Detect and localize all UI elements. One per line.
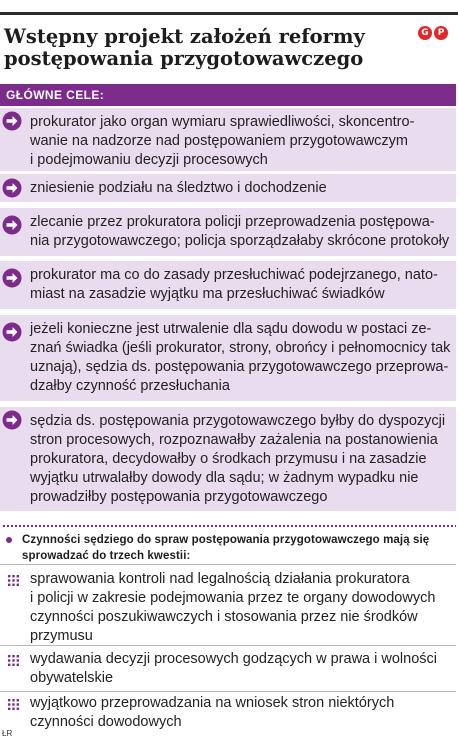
goal-line: zlecanie przez prokuratora policji przeprowadzenia postępowa- [30,214,435,230]
dot-grid-icon [8,573,19,584]
author-credit: ŁR [2,729,13,738]
task-item [8,694,454,732]
tasks-heading [6,532,452,564]
arrow-right-circle-icon [2,322,22,342]
arrow-right-circle-icon [2,178,22,198]
arrow-right-circle-icon [2,410,22,430]
task-item [8,570,454,646]
goal-line: sędzia ds. postępowania przygotowawczego byłby do dyspozycji [30,413,446,429]
goals-header: GŁÓWNE CELE: [0,84,456,106]
goal-line: znań świadka (jeśli prokurator, strony, obrońcy i pełnomocnicy tak [30,340,451,356]
dot-grid-icon [8,653,19,664]
task-line: czynności dowodowych [30,714,182,730]
task-line: wyjątkowo przeprowadzania na wniosek stron niektórych [30,695,395,711]
tasks-heading-line: sprowadzać do trzech kwestii: [22,550,191,562]
task-line: czynności poszukiwawczych i stosowania przez nie środków [30,609,418,625]
dot-grid-icon [8,697,19,708]
goal-line: stron procesowych, rozpoznawałby zażalenia na postanowienia [30,432,438,448]
arrow-right-circle-icon [2,215,22,235]
goal-line: dzałby czynność przesłuchania [30,378,230,394]
task-line: sprawowania kontroli nad legalnością działania prokuratora [30,571,410,587]
task-item [8,650,454,688]
task-line: i policji w zakresie podejmowania przez te organy dowodowych [30,590,436,606]
publisher-logo [418,26,448,40]
page-title [4,26,404,70]
task-line: przymusu [30,628,93,644]
goal-line: nia przygotowawczego; policja sporządzałaby skrócone protokoły [30,233,450,249]
goal-line: jeżeli konieczne jest utrwalenie dla sądu dowodu w postaci ze- [30,321,432,337]
top-rule [0,12,458,15]
goal-line: prowadziłby postępowania przygotowawczego [30,489,328,505]
title-line-1: Wstępny projekt założeń reformy [4,25,365,48]
goal-item [0,407,456,511]
goal-line: wanie na nadzorze nad postępowaniem przygotowawczym [30,133,409,149]
goal-item [0,261,456,309]
arrow-right-circle-icon [2,268,22,288]
logo-g-mark: G [418,26,432,40]
divider [0,645,456,646]
goal-item [0,315,456,401]
goal-line: zniesienie podziału na śledztwo i dochodzenie [30,180,327,196]
goal-line: miast na zasadzie wyjątku ma przesłuchiwać świadków [30,286,385,302]
divider [0,691,456,692]
goal-line: uznają), sędzia ds. postępowania przygotowawczego przeprowa- [30,359,449,375]
goal-item [0,174,456,202]
heading-bullet-icon [6,537,12,543]
arrow-right-circle-icon [2,111,22,131]
goal-line: wyjątku utrwalałby dowody dla sądu; w żadnym wypadku nie [30,470,419,486]
goal-line: i podejmowaniu decyzji procesowych [30,152,268,168]
title-line-2: postępowania przygotowawczego [4,47,364,70]
dotted-separator [2,524,456,528]
goal-line: prokurator jako organ wymiaru sprawiedliwości, skoncentro- [30,114,415,130]
goal-line: prokuratora, decydowałby o środkach przymusu i na zasadzie [30,451,427,467]
task-line: obywatelskie [30,670,114,686]
goal-item [0,108,456,171]
divider [0,564,456,565]
goal-item [0,208,456,256]
task-line: wydawania decyzji procesowych godzących w prawa i wolności [30,651,437,667]
tasks-heading-line: Czynności sędziego do spraw postępowania przygotowawczego mają się [22,534,430,546]
logo-p-mark: P [434,26,448,40]
goal-line: prokurator ma co do zasady przesłuchiwać podejrzanego, nato- [30,267,438,283]
